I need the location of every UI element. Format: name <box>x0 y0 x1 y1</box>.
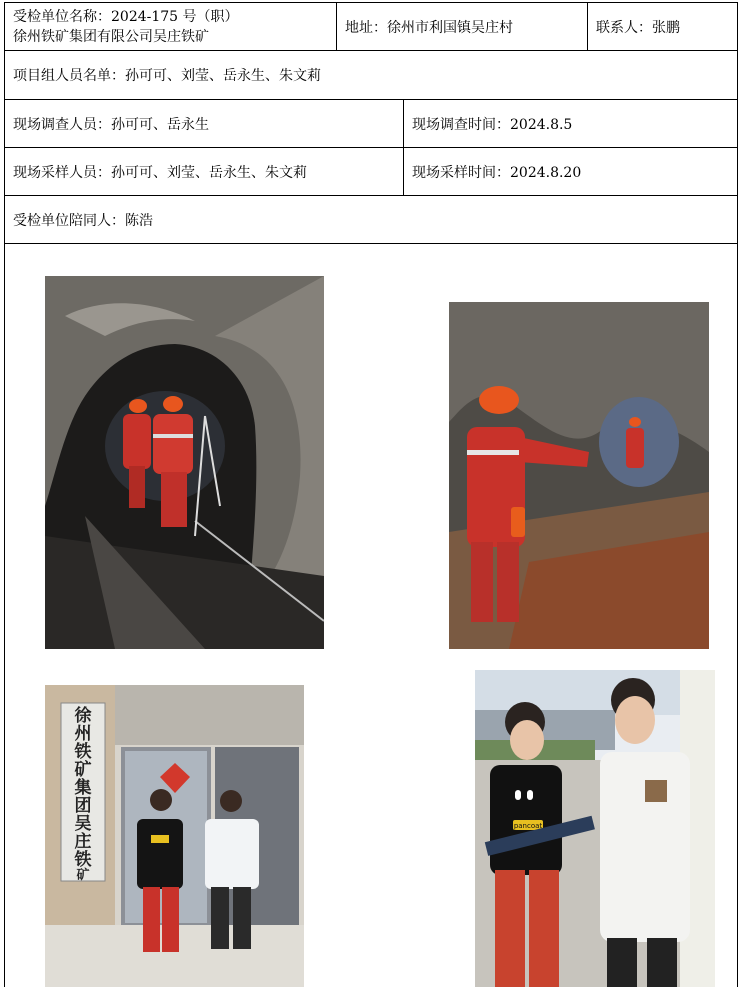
mine-sampling-photo <box>449 302 709 649</box>
sign-char-7: 庄 <box>74 832 92 852</box>
unit-code: 2024-175 号（职） <box>111 8 239 25</box>
office-entrance-photo <box>45 685 304 987</box>
inspection-record-table <box>4 2 738 987</box>
unit-name-cell <box>5 3 336 50</box>
sign-char-4: 集 <box>74 778 92 798</box>
team-members: 项目组人员名单：孙可可、刘莹、岳永生、朱文莉 <box>13 68 321 84</box>
survey-people: 现场调查人员：孙可可、岳永生 <box>13 116 209 133</box>
sign-char-2: 铁 <box>74 742 92 762</box>
sign-char-1: 州 <box>74 724 92 744</box>
sign-char-6: 吴 <box>74 814 92 834</box>
mine-tunnel-photo <box>45 276 324 649</box>
unit-label: 受检单位名称： <box>13 8 111 25</box>
escort-person: 受检单位陪同人：陈浩 <box>13 212 153 229</box>
sampling-row <box>5 148 737 196</box>
contact-cell: 联系人：张鹏 <box>587 3 737 50</box>
header-row <box>5 3 737 51</box>
escort-row <box>5 196 737 244</box>
sign-char-9: 矿 <box>76 868 90 883</box>
sampling-time: 现场采样时间：2024.8.20 <box>403 148 737 195</box>
survey-time: 现场调查时间：2024.8.5 <box>403 100 737 147</box>
sign-char-8: 铁 <box>74 850 92 870</box>
outdoor-signing-photo <box>475 670 715 987</box>
sampling-people: 现场采样人员：孙可可、刘莹、岳永生、朱文莉 <box>13 164 307 181</box>
sign-char-3: 矿 <box>74 760 92 780</box>
sign-char-5: 团 <box>74 796 92 816</box>
team-row <box>5 51 737 100</box>
survey-row <box>5 100 737 148</box>
address-cell: 地址：徐州市利国镇吴庄村 <box>336 3 587 50</box>
unit-name: 徐州铁矿集团有限公司吴庄铁矿 <box>13 28 209 45</box>
sign-char-0: 徐 <box>74 706 92 726</box>
shirt-brand-text: pancoat <box>513 822 543 830</box>
